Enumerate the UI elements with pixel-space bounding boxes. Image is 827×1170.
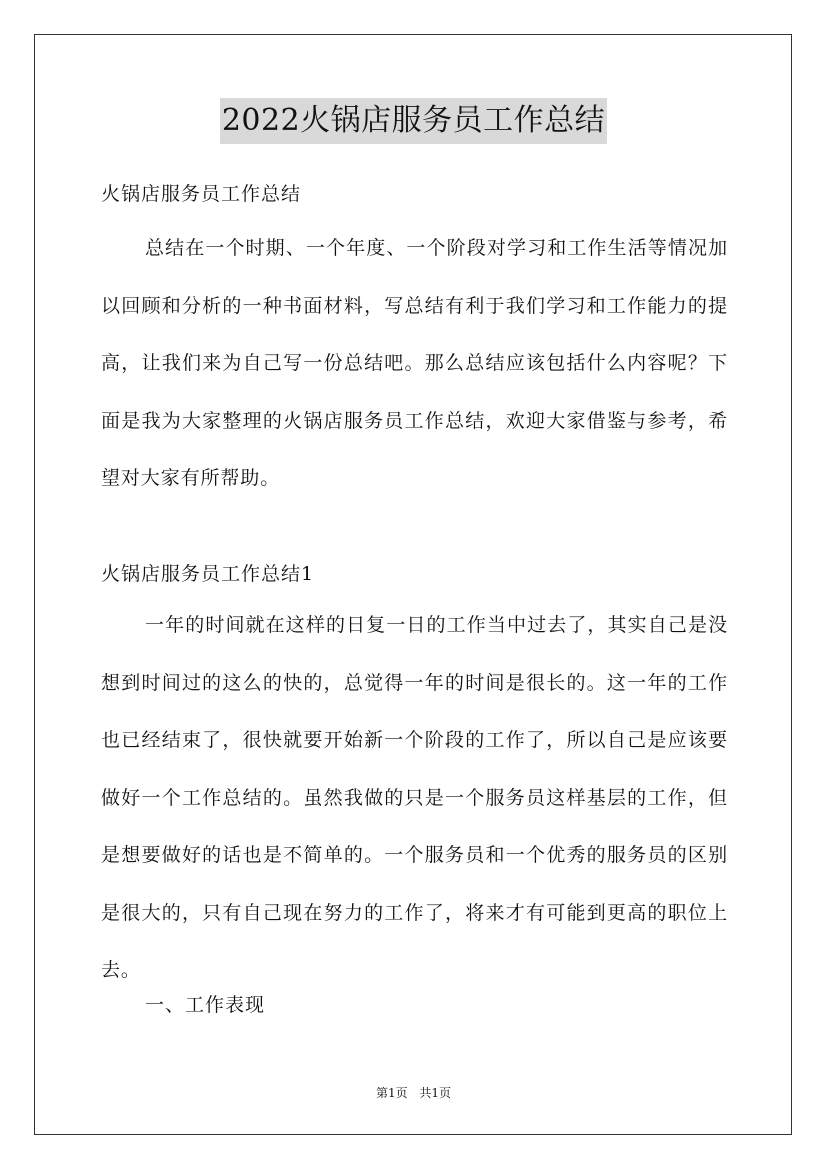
page-number-current: 第1页 [375,1086,408,1100]
page-footer [0,1084,827,1102]
document-title: 2022火锅店服务员工作总结 [220,98,607,144]
document-subtitle: 火锅店服务员工作总结 [101,183,302,205]
title-container [0,98,827,144]
section-paragraph: 一年的时间就在这样的日复一日的工作当中过去了，其实自己是没想到时间过的这么的快的，总觉得一年的时间是很长的。这一年的工作也已经结束了，很快就要开始新一个阶段的工作了，所以自己是应该要做好一个工作总结的。虽然我做的只是一个服务员这样基层的工作，但是想要做好的话也是不简单的。一个服务员和一个优秀的服务员的区别是很大的，只有自己现在努力的工作了，将来才有可能到更高的职位上去。 [101,614,728,981]
section-heading: 火锅店服务员工作总结1 [101,563,315,585]
subsection-heading: 一、工作表现 [145,994,266,1016]
intro-paragraph: 总结在一个时期、一个年度、一个阶段对学习和工作生活等情况加以回顾和分析的一种书面材料，写总结有利于我们学习和工作能力的提高，让我们来为自己写一份总结吧。那么总结应该包括什么内容呢？下面是我为大家整理的火锅店服务员工作总结，欢迎大家借鉴与参考，希望对大家有所帮助。 [101,237,728,489]
page-number-total: 共1页 [419,1086,452,1100]
